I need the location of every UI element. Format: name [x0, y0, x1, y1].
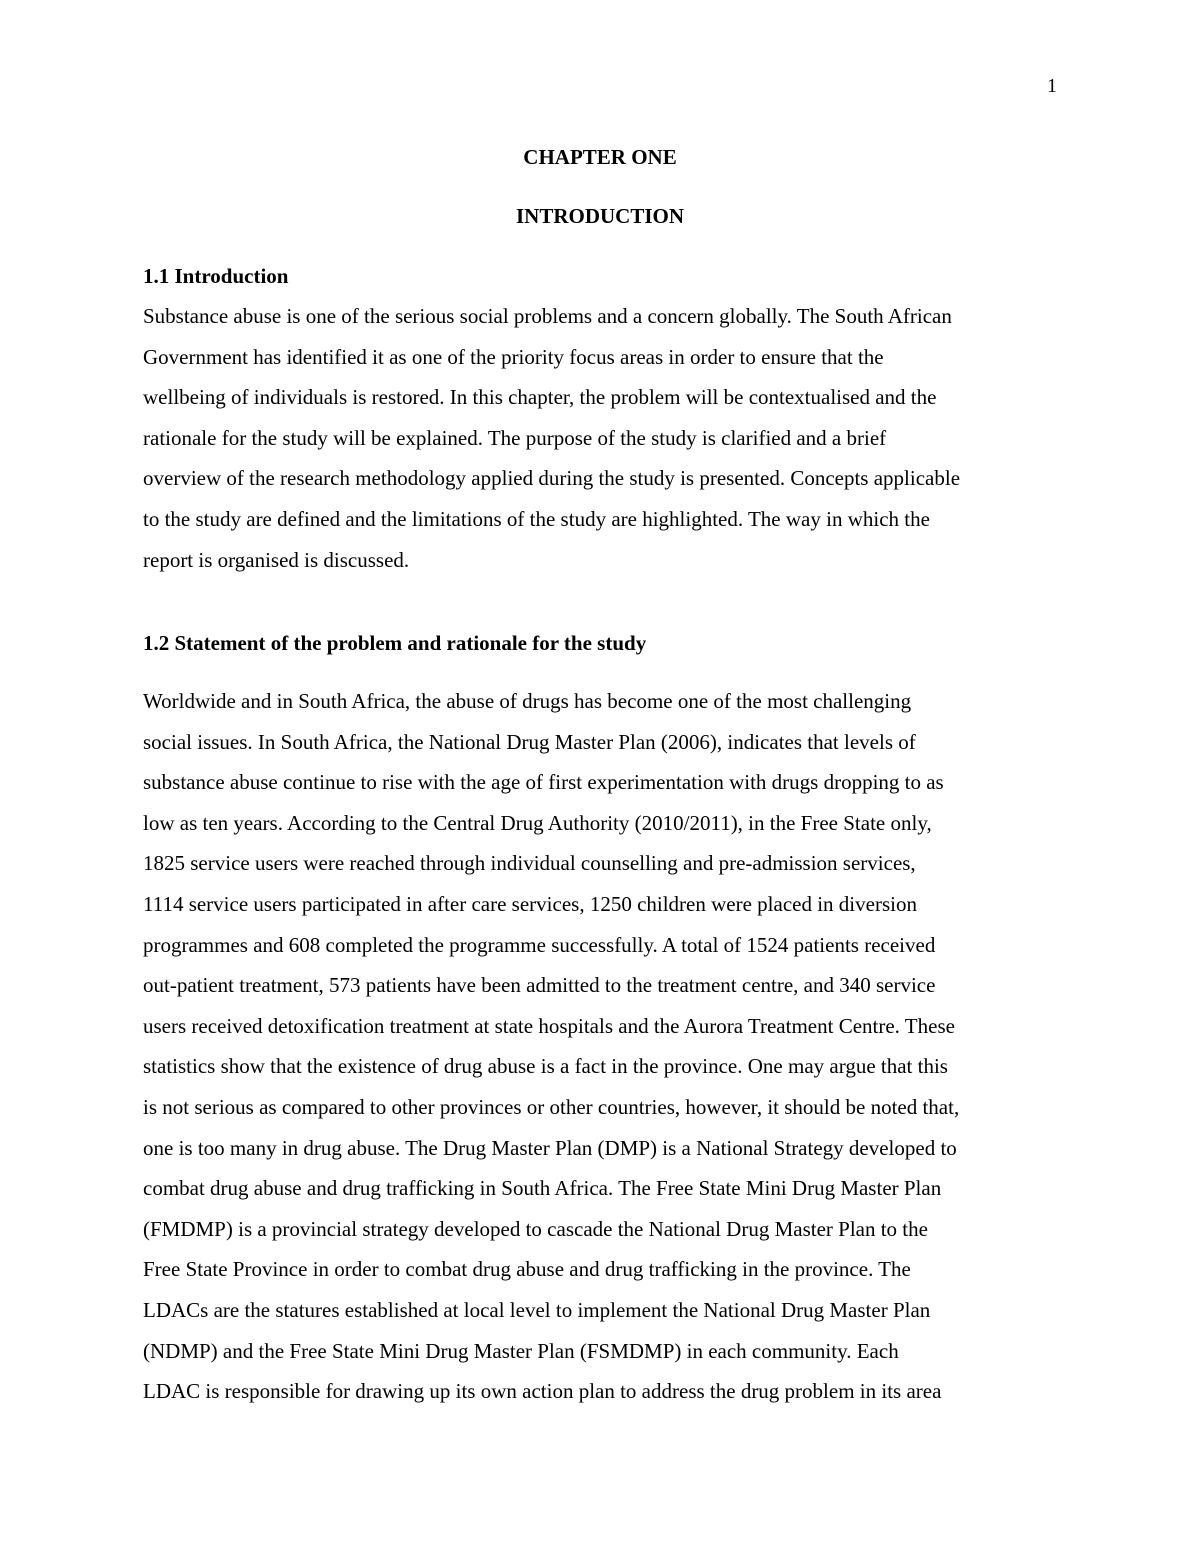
paragraph-line: overview of the research methodology applied during the study is presented. Concepts applicable [143, 466, 961, 491]
paragraph-line: to the study are defined and the limitations of the study are highlighted. The way in which the [143, 506, 930, 531]
paragraph-line: combat drug abuse and drug trafficking in South Africa. The Free State Mini Drug Master Plan [143, 1176, 942, 1201]
paragraph-line: report is organised is discussed. [143, 547, 410, 572]
paragraph-line: wellbeing of individuals is restored. In this chapter, the problem will be contextualised and the [143, 385, 937, 410]
paragraph-line: LDAC is responsible for drawing up its own action plan to address the drug problem in its area [143, 1379, 942, 1404]
paragraph-line: 1825 service users were reached through individual counselling and pre-admission services, [143, 851, 916, 876]
paragraph-line: rationale for the study will be explained. The purpose of the study is clarified and a brief [143, 425, 887, 450]
paragraph-line: social issues. In South Africa, the National Drug Master Plan (2006), indicates that levels of [143, 729, 916, 754]
paragraph-line: low as ten years. According to the Central Drug Authority (2010/2011), in the Free State only, [143, 810, 932, 835]
paragraph-line: programmes and 608 completed the programme successfully. A total of 1524 patients received [143, 932, 936, 957]
paragraph-line: Free State Province in order to combat drug abuse and drug trafficking in the province. The [143, 1257, 911, 1282]
chapter-subtitle: INTRODUCTION [515, 204, 685, 228]
chapter-title: CHAPTER ONE [523, 145, 677, 169]
paragraph-line: users received detoxification treatment at state hospitals and the Aurora Treatment Centre. These [143, 1013, 955, 1038]
paragraph-line: out-patient treatment, 573 patients have been admitted to the treatment centre, and 340 service [143, 973, 936, 998]
paragraph-line: substance abuse continue to rise with the age of first experimentation with drugs dropping to as [143, 770, 944, 795]
paragraph-line: (NDMP) and the Free State Mini Drug Master Plan (FSMDMP) in each community. Each [143, 1338, 899, 1363]
paragraph-line: LDACs are the statures established at local level to implement the National Drug Master Plan [143, 1297, 931, 1322]
paragraph-line: Substance abuse is one of the serious social problems and a concern globally. The South African [143, 304, 952, 328]
paragraph-line: Government has identified it as one of the priority focus areas in order to ensure that the [143, 344, 884, 369]
paragraph-line: 1114 service users participated in after care services, 1250 children were placed in diversion [143, 891, 917, 916]
paragraph-line: (FMDMP) is a provincial strategy developed to cascade the National Drug Master Plan to the [143, 1216, 928, 1241]
paragraph-introduction [143, 296, 1063, 580]
paragraph-line: is not serious as compared to other provinces or other countries, however, it should be noted that, [143, 1094, 960, 1119]
paragraph-line: one is too many in drug abuse. The Drug Master Plan (DMP) is a National Strategy developed to [143, 1135, 957, 1160]
section-heading-problem-statement: 1.2 Statement of the problem and rationale for the study [143, 631, 647, 655]
paragraph-line: Worldwide and in South Africa, the abuse of drugs has become one of the most challenging [143, 689, 912, 713]
paragraph-line: statistics show that the existence of drug abuse is a fact in the province. One may argue that this [143, 1054, 948, 1079]
paragraph-problem-statement [143, 681, 1063, 1412]
page-number: 1 [1047, 75, 1057, 97]
section-heading-introduction: 1.1 Introduction [143, 264, 289, 288]
